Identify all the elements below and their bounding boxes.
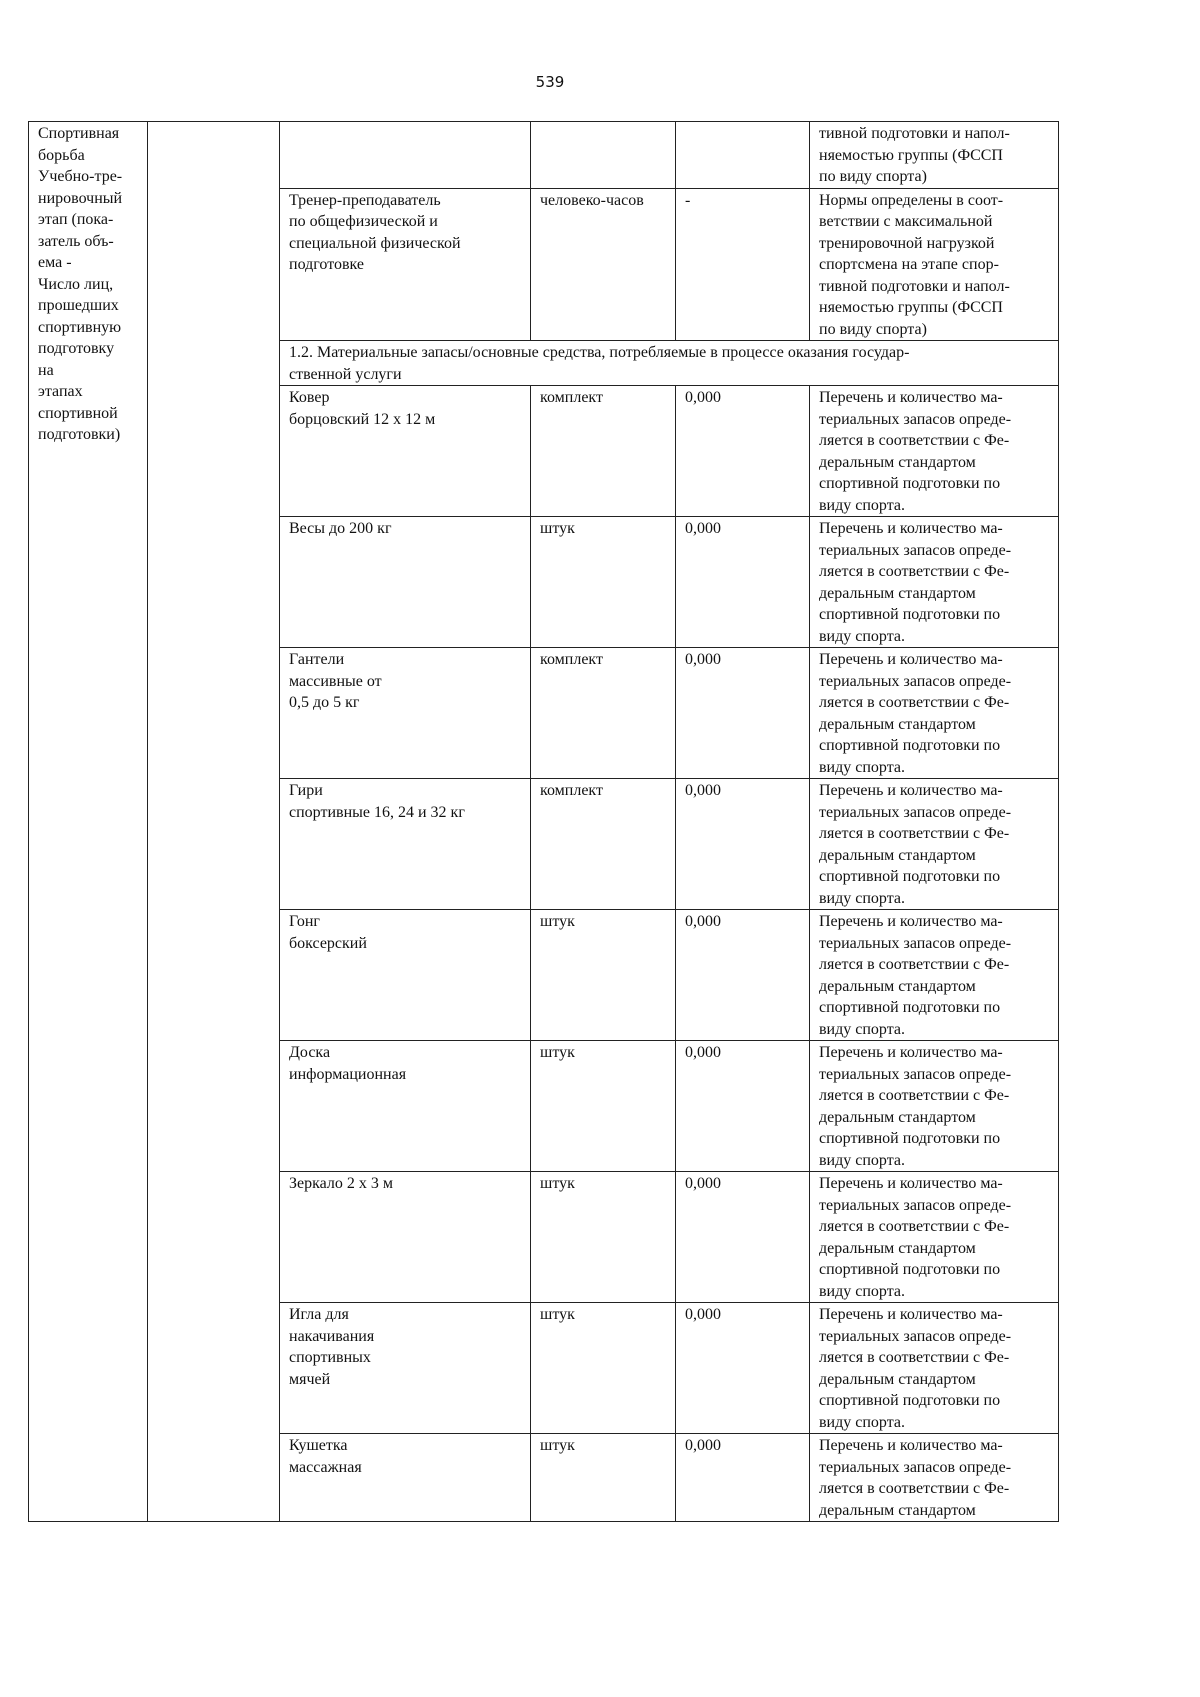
resource-name-cell: Гонг боксерский: [280, 910, 531, 1041]
note-cell: Нормы определены в соот- ветствии с максимальной тренировочной нагрузкой спортсмена на этапе спор- тивной подготовки и напол- няемостью группы (ФССП по виду спорта): [810, 188, 1059, 341]
value-cell: 0,000: [676, 779, 810, 910]
value-cell: [676, 122, 810, 189]
value-cell: 0,000: [676, 1303, 810, 1434]
value-cell: -: [676, 188, 810, 341]
note-cell: Перечень и количество ма- териальных запасов опреде- ляется в соответствии с Фе- деральным стандартом спортивной подготовки по виду спорта.: [810, 1172, 1059, 1303]
unit-cell: штук: [531, 1303, 676, 1434]
note-cell: Перечень и количество ма- териальных запасов опреде- ляется в соответствии с Фе- деральным стандартом спортивной подготовки по виду спорта.: [810, 1041, 1059, 1172]
unit-cell: комплект: [531, 779, 676, 910]
note-cell: Перечень и количество ма- териальных запасов опреде- ляется в соответствии с Фе- деральным стандартом спортивной подготовки по виду спорта.: [810, 910, 1059, 1041]
unit-cell: штук: [531, 1434, 676, 1522]
unit-cell: штук: [531, 517, 676, 648]
page-number: 539: [535, 73, 565, 91]
note-cell: Перечень и количество ма- териальных запасов опреде- ляется в соответствии с Фе- деральным стандартом спортивной подготовки по виду спорта.: [810, 648, 1059, 779]
value-cell: 0,000: [676, 910, 810, 1041]
note-cell: Перечень и количество ма- териальных запасов опреде- ляется в соответствии с Фе- деральным стандартом спортивной подготовки по виду спорта.: [810, 386, 1059, 517]
empty-column-cell: [148, 122, 280, 1522]
value-cell: 0,000: [676, 386, 810, 517]
resource-name-cell: Зеркало 2 х 3 м: [280, 1172, 531, 1303]
resource-name-cell: Гантели массивные от 0,5 до 5 кг: [280, 648, 531, 779]
unit-cell: человеко-часов: [531, 188, 676, 341]
note-cell: тивной подготовки и напол- няемостью группы (ФССП по виду спорта): [810, 122, 1059, 189]
note-cell: Перечень и количество ма- териальных запасов опреде- ляется в соответствии с Фе- деральным стандартом спортивной подготовки по виду спорта.: [810, 1303, 1059, 1434]
value-cell: 0,000: [676, 1434, 810, 1522]
note-cell: Перечень и количество ма- териальных запасов опреде- ляется в соответствии с Фе- деральным стандартом спортивной подготовки по виду спорта.: [810, 517, 1059, 648]
resource-name-cell: Ковер борцовский 12 х 12 м: [280, 386, 531, 517]
resource-name-cell: Доска информационная: [280, 1041, 531, 1172]
unit-cell: штук: [531, 1041, 676, 1172]
resource-name-cell: Кушетка массажная: [280, 1434, 531, 1522]
value-cell: 0,000: [676, 1172, 810, 1303]
unit-cell: комплект: [531, 386, 676, 517]
table-row: [29, 122, 1059, 189]
note-cell: Перечень и количество ма- териальных запасов опреде- ляется в соответствии с Фе- деральным стандартом спортивной подготовки по виду спорта.: [810, 779, 1059, 910]
resource-table: [28, 121, 1059, 1522]
resource-name-cell: [280, 122, 531, 189]
unit-cell: штук: [531, 1172, 676, 1303]
unit-cell: [531, 122, 676, 189]
section-heading: 1.2. Материальные запасы/основные средства, потребляемые в процессе оказания государ- ственной услуги: [280, 341, 1059, 386]
unit-cell: штук: [531, 910, 676, 1041]
resource-name-cell: Гири спортивные 16, 24 и 32 кг: [280, 779, 531, 910]
resource-name-cell: Тренер-преподаватель по общефизической и специальной физической подготовке: [280, 188, 531, 341]
value-cell: 0,000: [676, 517, 810, 648]
value-cell: 0,000: [676, 648, 810, 779]
resource-name-cell: Весы до 200 кг: [280, 517, 531, 648]
service-name-cell: Спортивная борьба Учебно-тре- нировочный этап (пока- затель объ- ема - Число лиц, прошедших спортивную подготовку на этапах спортивной подготовки): [29, 122, 148, 1522]
value-cell: 0,000: [676, 1041, 810, 1172]
note-cell: Перечень и количество ма- териальных запасов опреде- ляется в соответствии с Фе- деральным стандартом: [810, 1434, 1059, 1522]
unit-cell: комплект: [531, 648, 676, 779]
resource-name-cell: Игла для накачивания спортивных мячей: [280, 1303, 531, 1434]
